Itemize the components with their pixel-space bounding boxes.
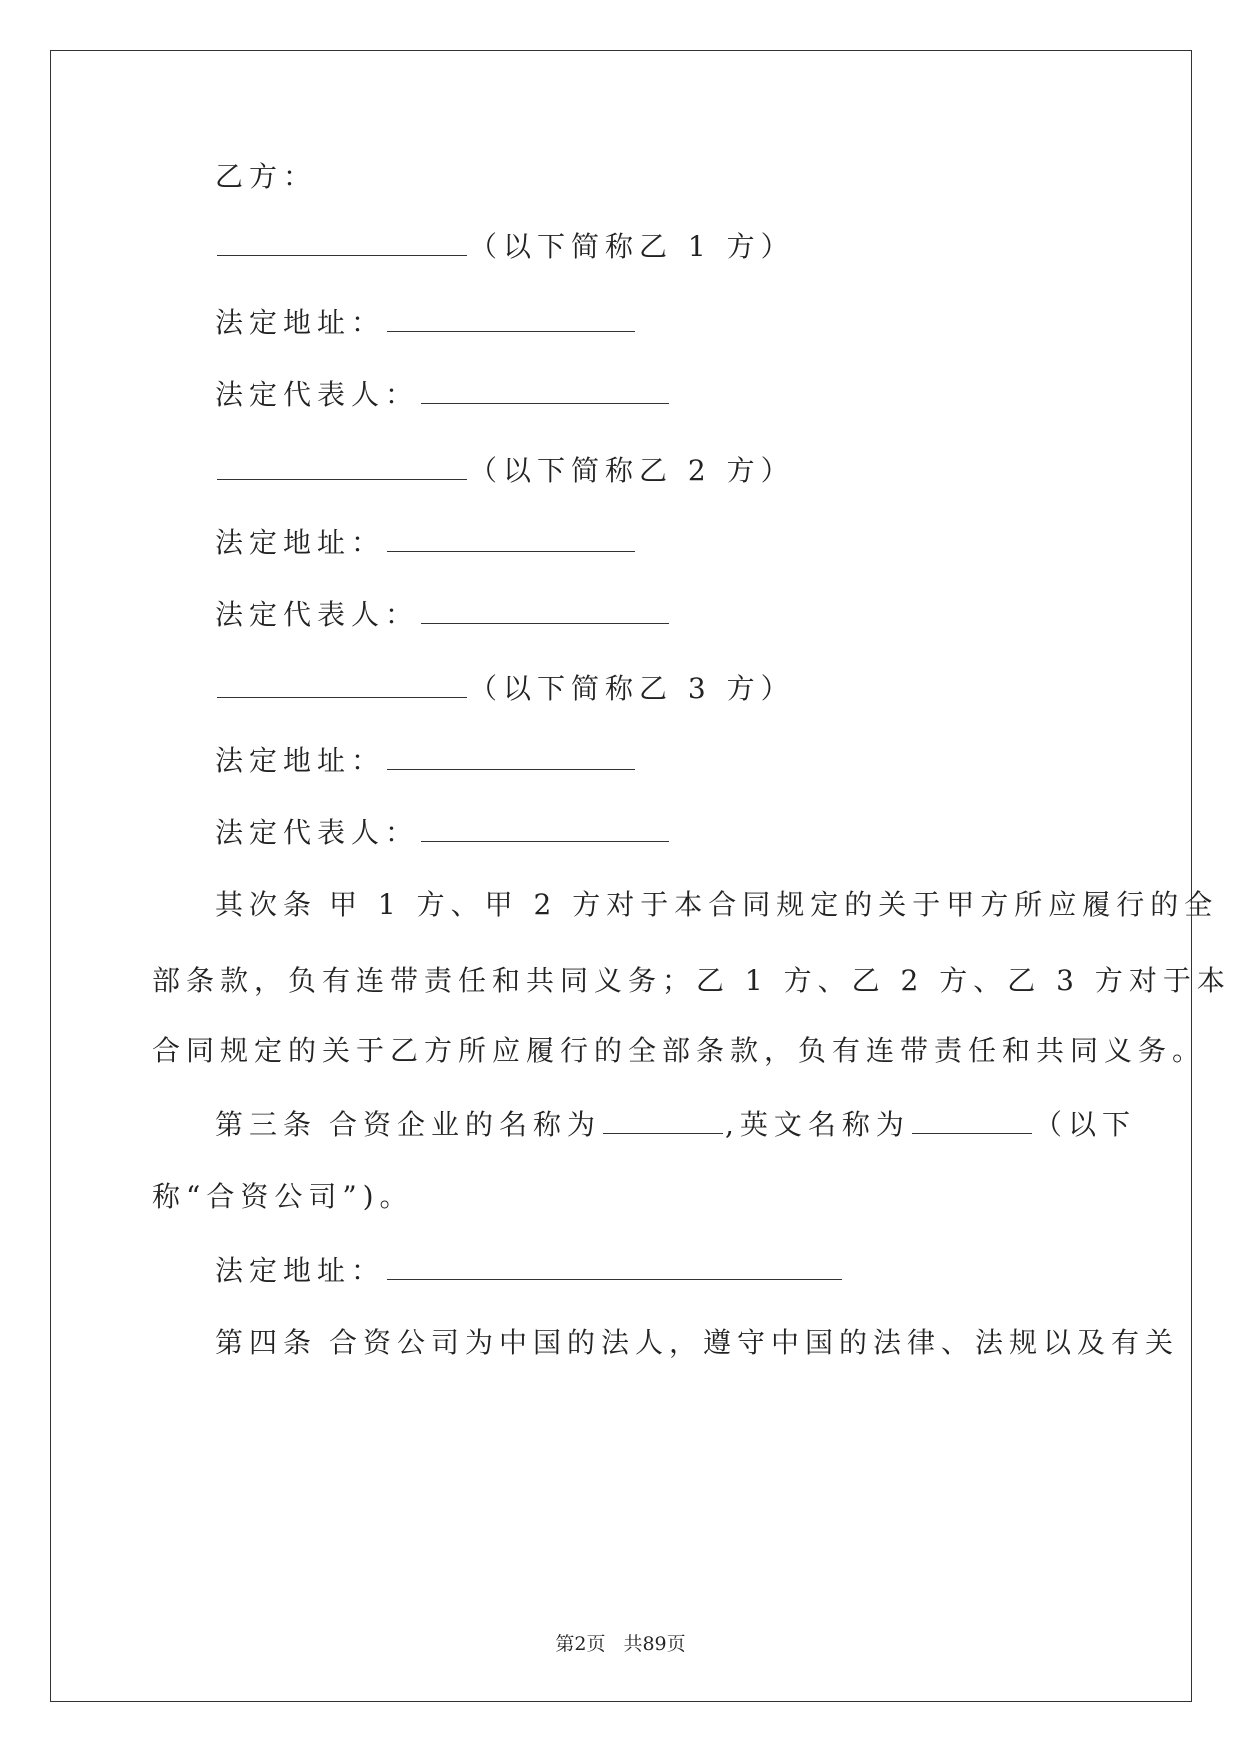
party-b2-address-line <box>215 526 637 560</box>
article3-line2: 称“合资公司”)。 <box>152 1180 414 1213</box>
jv-address-label: 法定地址： <box>215 1254 386 1287</box>
party-b1-rep-blank <box>421 381 669 404</box>
footer-page-prefix: 第 <box>555 1633 575 1655</box>
party-b2-address-blank <box>387 529 635 552</box>
party-b2-suffix: （以下简称乙 2 方） <box>469 454 795 487</box>
party-b3-rep-label: 法定代表人： <box>215 816 420 849</box>
party-b2-rep-line <box>215 598 671 632</box>
party-b1-suffix: （以下简称乙 1 方） <box>469 230 795 263</box>
article4-title: 第四条 <box>215 1326 318 1359</box>
footer-total-suffix: 页 <box>666 1633 686 1655</box>
page-frame <box>50 50 1192 1702</box>
party-b3-rep-line <box>215 816 671 850</box>
footer-page-total: 89 <box>642 1633 667 1655</box>
party-b3-address-line <box>215 744 637 778</box>
party-b1-address-label: 法定地址： <box>215 306 386 339</box>
party-b1-line <box>215 230 795 264</box>
page-footer <box>0 1632 1241 1656</box>
party-b2-rep-blank <box>421 601 669 624</box>
article4-text-1: 合资公司为中国的法人，遵守中国的法律、法规以及有关 <box>329 1326 1180 1359</box>
jv-address-line <box>215 1254 844 1288</box>
article2-title: 其次条 <box>215 888 318 921</box>
party-b1-rep-label: 法定代表人： <box>215 378 420 411</box>
party-b1-address-line <box>215 306 637 340</box>
footer-page-current: 2 <box>574 1633 587 1655</box>
party-b3-name-blank <box>217 675 467 698</box>
article4-line1 <box>215 1326 1179 1360</box>
article2-text-1: 甲 1 方、甲 2 方对于本合同规定的关于甲方所应履行的全 <box>329 888 1219 921</box>
footer-total-prefix: 共 <box>623 1633 643 1655</box>
party-b1-rep-line <box>215 378 671 412</box>
article3-text-1: 合资企业的名称为 <box>329 1108 602 1141</box>
article2-line3: 合同规定的关于乙方所应履行的全部条款，负有连带责任和共同义务。 <box>152 1034 1207 1067</box>
article2-line1 <box>215 888 1218 922</box>
jv-address-blank <box>387 1257 842 1280</box>
footer-page-suffix: 页 <box>586 1633 606 1655</box>
article3-title: 第三条 <box>215 1108 318 1141</box>
party-b2-line <box>215 454 795 488</box>
party-b3-rep-blank <box>421 819 669 842</box>
party-b1-address-blank <box>387 309 635 332</box>
party-b1-name-blank <box>217 233 467 256</box>
party-b2-rep-label: 法定代表人： <box>215 598 420 631</box>
party-b3-address-blank <box>387 747 635 770</box>
party-b2-name-blank <box>217 457 467 480</box>
article2-line2: 部条款，负有连带责任和共同义务；乙 1 方、乙 2 方、乙 3 方对于本 <box>152 964 1231 997</box>
article3-text-2: ,英文名称为 <box>725 1108 910 1141</box>
article3-line1 <box>215 1108 1136 1142</box>
party-b3-address-label: 法定地址： <box>215 744 386 777</box>
jv-english-name-blank <box>912 1111 1032 1134</box>
party-b2-address-label: 法定地址： <box>215 526 386 559</box>
jv-chinese-name-blank <box>603 1111 723 1134</box>
party-b3-suffix: （以下简称乙 3 方） <box>469 672 795 705</box>
party-b-heading: 乙方： <box>215 160 318 193</box>
party-b3-line <box>215 672 795 706</box>
article3-text-3: （以下 <box>1033 1108 1136 1141</box>
